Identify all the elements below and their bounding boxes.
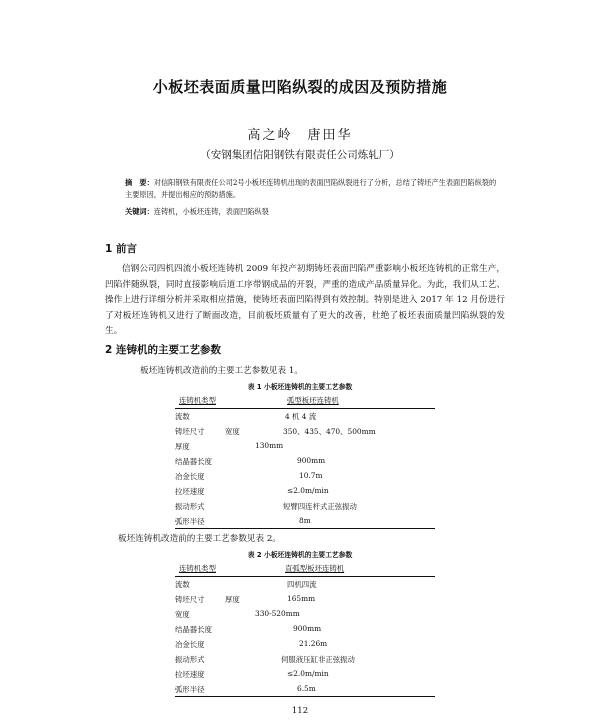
table-rule — [175, 528, 435, 529]
table-cell-value: 900mm — [297, 456, 326, 465]
abstract-text: 对信阳钢铁有限责任公司2号小板坯连铸机出现的表面凹陷纵裂进行了分析，总结了铸坯产生表面凹陷纵裂的主要原因，并提出相应的预防措施。 — [125, 178, 497, 199]
table-cell-value: 短臂四连杆式正弦振动 — [283, 502, 357, 511]
table-cell-value: 130mm — [255, 441, 284, 450]
table-row — [175, 456, 435, 470]
table-row — [175, 579, 435, 593]
keywords-text: 连铸机，小板坯连铸，表面凹陷纵裂 — [153, 207, 269, 216]
table-2 — [175, 563, 435, 698]
page-number: 112 — [291, 706, 309, 716]
table-cell-subkey: 厚度 — [225, 595, 240, 604]
table-1 — [175, 395, 435, 530]
table-2-header-key: 连铸机类型 — [179, 564, 216, 573]
abstract — [125, 177, 500, 201]
keywords-label: 关键词： — [125, 207, 154, 216]
table-1-header-key: 连铸机类型 — [179, 396, 216, 405]
table-cell-value: 21.26m — [299, 639, 328, 648]
table-cell-value: 4 机 4 流 — [285, 412, 317, 421]
table-cell-value: 6.5m — [297, 684, 316, 693]
table-cell-value: ≤2.0m/min — [287, 669, 329, 678]
table-cell-key: 宽度 — [175, 610, 190, 619]
table-cell-key: 弧形半径 — [175, 517, 205, 526]
table-cell-key: 流数 — [175, 580, 190, 589]
table-cell-key: 结晶器长度 — [175, 625, 212, 634]
paper-title: 小板坯表面质量凹陷纵裂的成因及预防措施 — [152, 78, 448, 96]
table-cell-value: 8m — [299, 516, 311, 525]
table-cell-key: 振动形式 — [175, 502, 205, 511]
section-2-heading: 2 连铸机的主要工艺参数 — [105, 344, 221, 356]
table-row — [175, 594, 435, 608]
affiliation: （安钢集团信阳钢铁有限责任公司炼轧厂） — [200, 149, 400, 161]
abstract-label: 摘 要： — [125, 178, 154, 187]
table-cell-key: 结晶器长度 — [175, 457, 212, 466]
table-cell-key: 拉坯速度 — [175, 670, 205, 679]
table-cell-key: 振动形式 — [175, 655, 205, 664]
table-1-caption: 表 1 小板坯连铸机的主要工艺参数 — [247, 383, 353, 391]
table-2-intro: 板坯连铸机改造前的主要工艺参数见表 2。 — [118, 534, 281, 544]
section-1-paragraph: 信钢公司四机四流小板坯连铸机 2009 年投产初期铸坯表面凹陷严重影响小板坯连铸机的正常生产，凹陷伴随纵裂，同时直接影响后道工序带钢成品的开裂，严重的造成产品质量异化。为此，我们从工艺、操作上进行详细分析并采取相应措施，使铸坯表面凹陷得到有效控制。特别是进入 2017 年 12 月份进行了对板坯连铸机又进行了断面改造，目前板坯质量有了更大的改善，杜绝了板坯表面质量凹陷纵裂的发生。 — [105, 264, 505, 336]
table-2-header — [175, 563, 435, 577]
table-cell-value: 350、435、470、500mm — [283, 427, 376, 436]
table-1-intro: 板坯连铸机改造前的主要工艺参数见表 1。 — [140, 366, 303, 376]
table-rule — [175, 408, 435, 409]
table-row — [175, 624, 435, 638]
table-cell-value: 10.7m — [299, 471, 323, 480]
table-2-caption: 表 2 小板坯连铸机的主要工艺参数 — [247, 551, 353, 559]
authors: 高之岭 唐田华 — [247, 128, 353, 143]
table-cell-key: 弧形半径 — [175, 685, 205, 694]
table-cell-subkey: 宽度 — [225, 427, 240, 436]
table-cell-key: 冶金长度 — [175, 640, 205, 649]
table-row — [175, 441, 435, 455]
keywords — [125, 207, 500, 217]
section-1-heading: 1 前言 — [105, 243, 137, 255]
table-row — [175, 426, 435, 440]
table-cell-key: 厚度 — [175, 442, 190, 451]
table-cell-key: 拉坯速度 — [175, 487, 205, 496]
table-rule — [175, 576, 435, 577]
table-row — [175, 411, 435, 425]
table-row — [175, 639, 435, 653]
table-cell-value: ≤2.0m/min — [287, 486, 329, 495]
table-row — [175, 471, 435, 485]
table-row — [175, 669, 435, 683]
table-1-header — [175, 395, 435, 409]
table-row — [175, 501, 435, 515]
table-2-header-value: 直弧型板坯连铸机 — [285, 564, 345, 573]
table-row — [175, 609, 435, 623]
table-cell-key: 铸坯尺寸 — [175, 595, 205, 604]
table-cell-key: 冶金长度 — [175, 472, 205, 481]
table-cell-value: 330-520mm — [255, 609, 300, 618]
table-rule — [175, 696, 435, 697]
table-cell-value: 伺服液压缸非正弦振动 — [281, 655, 355, 664]
table-cell-key: 铸坯尺寸 — [175, 427, 205, 436]
table-row — [175, 486, 435, 500]
table-cell-value: 165mm — [287, 594, 316, 603]
table-cell-value: 四机四流 — [287, 580, 317, 589]
table-1-header-value: 弧型板坯连铸机 — [287, 396, 339, 405]
table-cell-value: 900mm — [293, 624, 322, 633]
table-row — [175, 654, 435, 668]
table-cell-key: 流数 — [175, 412, 190, 421]
